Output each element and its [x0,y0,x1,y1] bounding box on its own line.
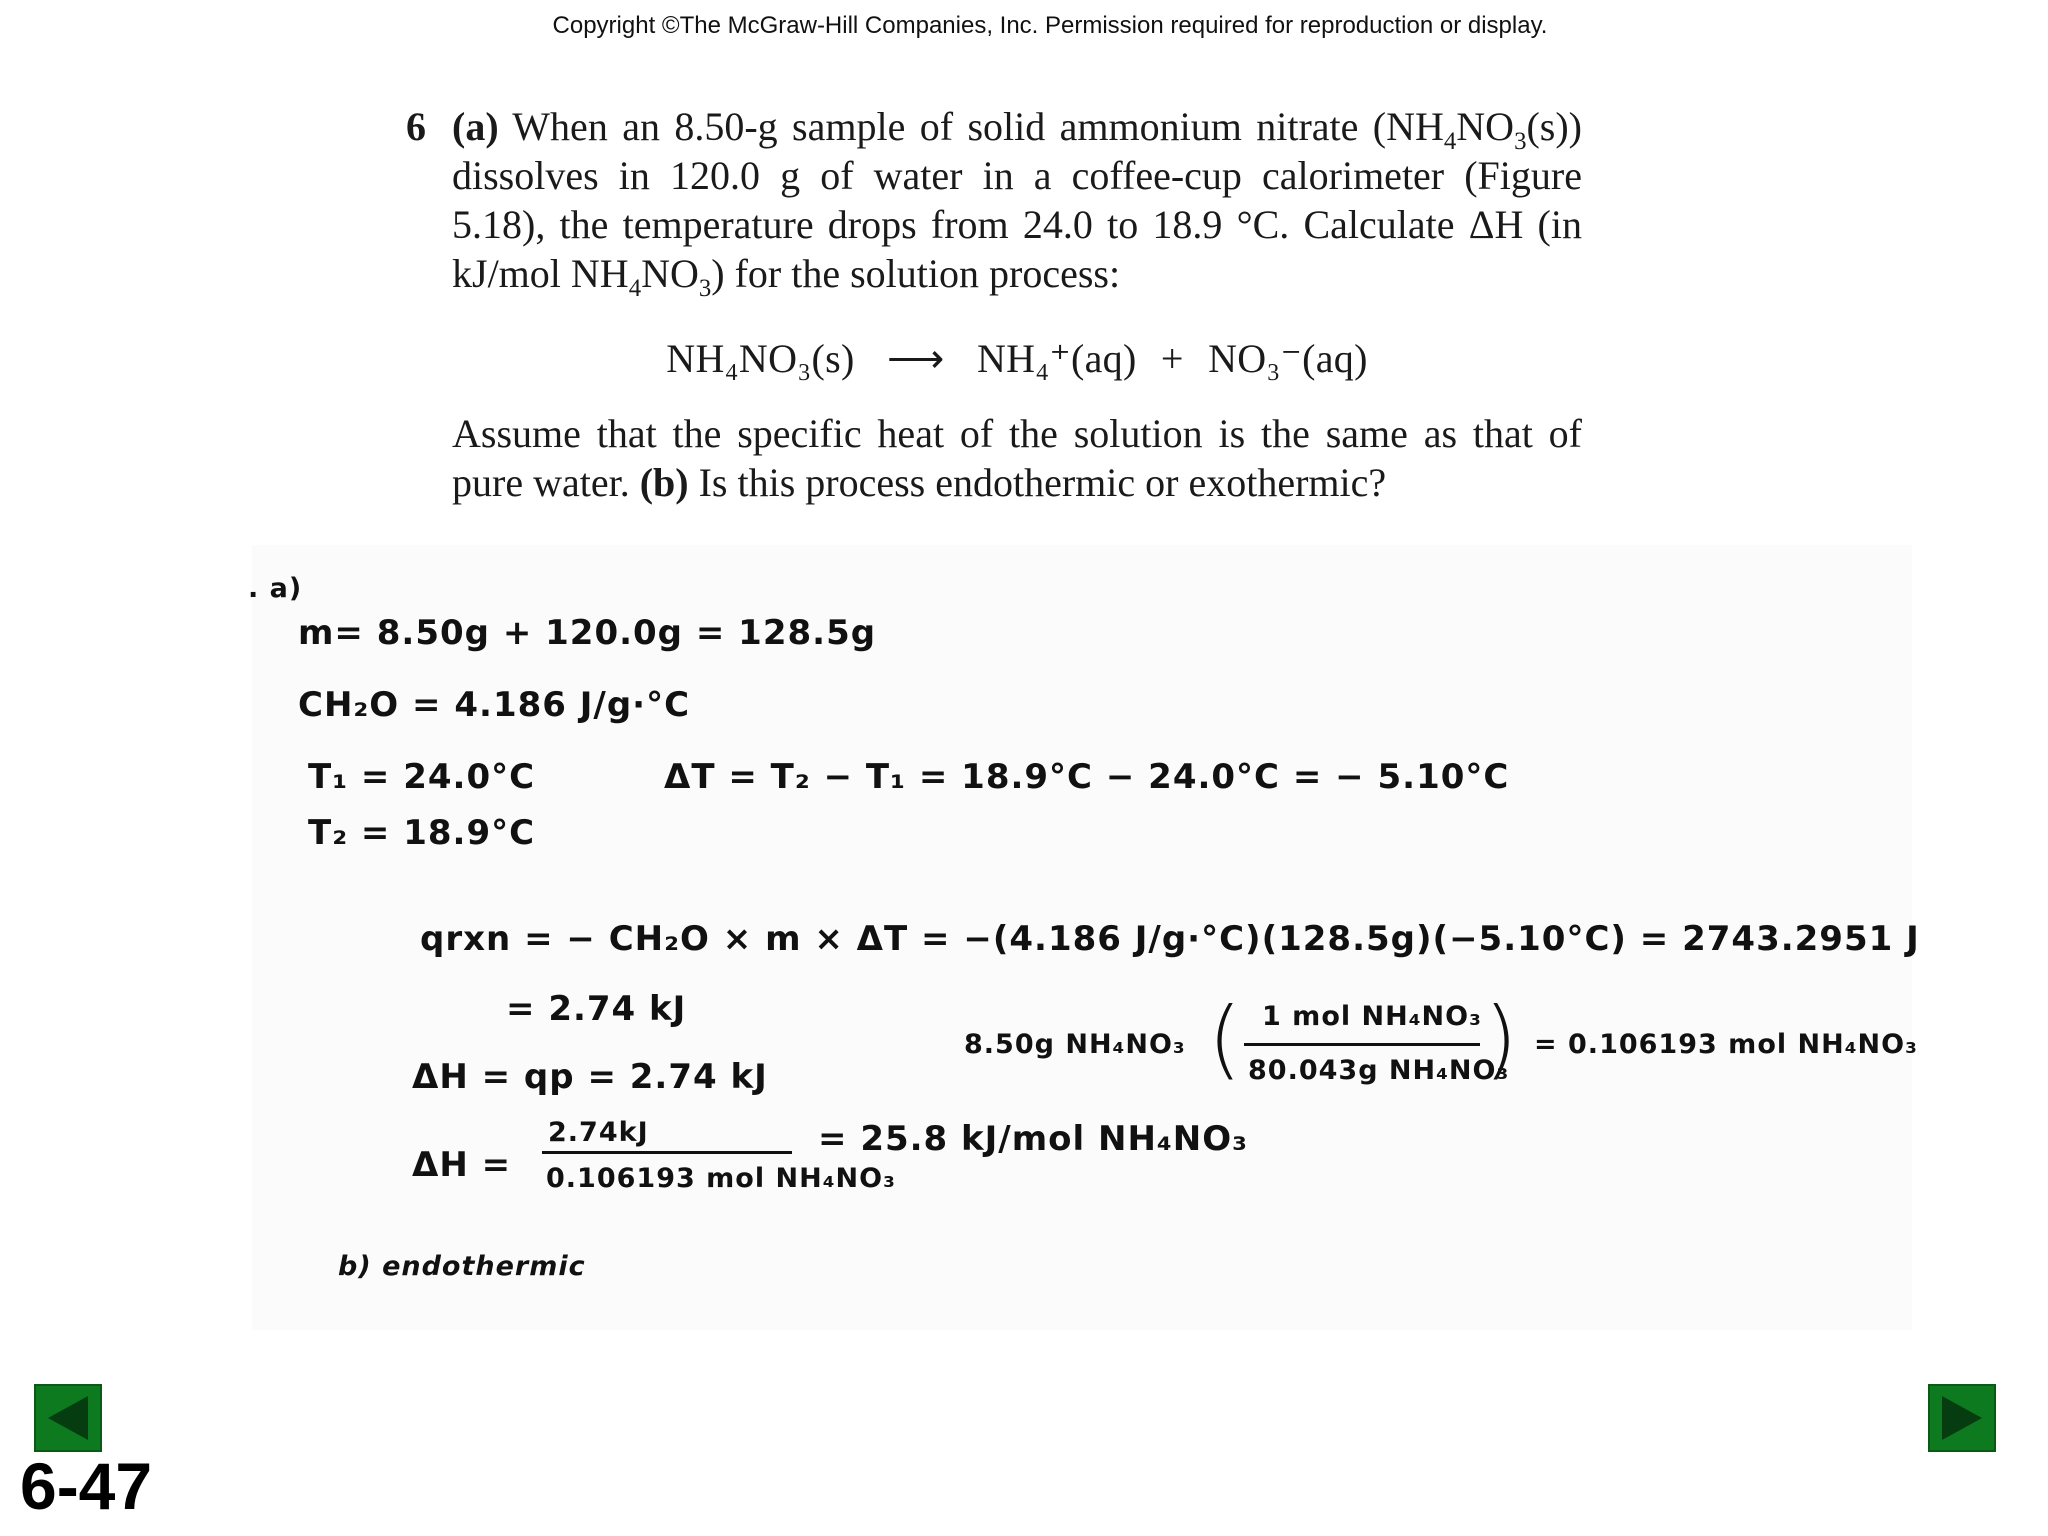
next-slide-button[interactable] [1928,1384,1996,1452]
reactant: NH₄NO₃(s) [666,336,855,381]
reaction-equation [452,334,1582,383]
handwritten-solution [248,545,1920,1330]
delta-t-line: ΔT = T₂ − T₁ = 18.9°C − 24.0°C = − 5.10°C [664,757,1510,797]
subscript: 4 [628,275,642,302]
slide-number: 6-47 [20,1449,153,1523]
t1-line: T₁ = 24.0°C [308,757,536,797]
part-b-label: (b) [639,460,689,505]
open-paren: ( [1208,989,1242,1089]
problem-number: 6 [406,104,426,149]
subscript: 3 [698,275,712,302]
problem-paragraph-a [452,102,1582,302]
dh-qp-line: ΔH = qp = 2.74 kJ [412,1057,768,1097]
dh-denominator: 0.106193 mol NH₄NO₃ [546,1163,896,1194]
problem-text: When an 8.50-g sample of solid ammonium nitrate (NH [498,104,1444,149]
problem-text: Assume that the specific heat of the solution is the same as that of pure water. [452,411,1582,505]
moles-conversion-lhs: 8.50g NH₄NO₃ [964,1029,1186,1060]
plus-sign: + [1160,336,1184,381]
specific-heat-line: CH₂O = 4.186 J/g·°C [298,685,691,725]
fraction-bar [1244,1043,1480,1046]
dh-result: = 25.8 kJ/mol NH₄NO₃ [818,1119,1249,1159]
problem-paragraph-b [452,409,1582,507]
previous-slide-button[interactable] [34,1384,102,1452]
part-a-label: (a) [452,104,499,149]
close-paren: ) [1484,989,1518,1089]
right-arrow-icon [1928,1384,1996,1452]
mass-line: m= 8.50g + 120.0g = 128.5g [298,613,877,653]
dh-fraction-bar [542,1151,792,1154]
dh-label: ΔH = [412,1145,512,1185]
subscript: 4 [1443,128,1457,155]
moles-result: = 0.106193 mol NH₄NO₃ [1534,1029,1918,1060]
product-nitrate: NO₃⁻(aq) [1208,336,1368,381]
problem-text: NO [641,251,699,296]
q-kj-line: = 2.74 kJ [506,989,687,1029]
problem-text: Is this process endothermic or exothermic? [688,460,1387,505]
problem-text: NO [1456,104,1515,149]
dh-numerator: 2.74kJ [548,1117,649,1148]
reaction-arrow: ⟶ [886,336,945,381]
problem-text: (s)) dissolves in 120.0 g of water in a coffee-cup calorimeter (Figure 5.18), the temperature drops from 24.0 to 18.9 °C. Calculate ΔH (in kJ/mol NH [452,104,1582,296]
problem-text: ) for the solution process: [711,251,1121,296]
problem-statement [406,102,1582,507]
left-arrow-icon [34,1384,102,1452]
moles-denominator: 80.043g NH₄NO₃ [1248,1055,1510,1086]
q-rxn-line: qrxn = − CH₂O × m × ΔT = −(4.186 J/g·°C)(128.5g)(−5.10°C) = 2743.2951 J [420,919,1920,959]
t2-line: T₂ = 18.9°C [308,813,536,853]
part-a-marker: . a) [248,573,303,604]
product-ammonium: NH₄⁺(aq) [976,336,1137,381]
part-b-answer: b) endothermic [338,1251,586,1282]
moles-numerator: 1 mol NH₄NO₃ [1262,1001,1482,1032]
copyright-notice: Copyright ©The McGraw-Hill Companies, Inc. Permission required for reproduction or display. [552,12,1548,39]
subscript: 3 [1514,128,1527,155]
